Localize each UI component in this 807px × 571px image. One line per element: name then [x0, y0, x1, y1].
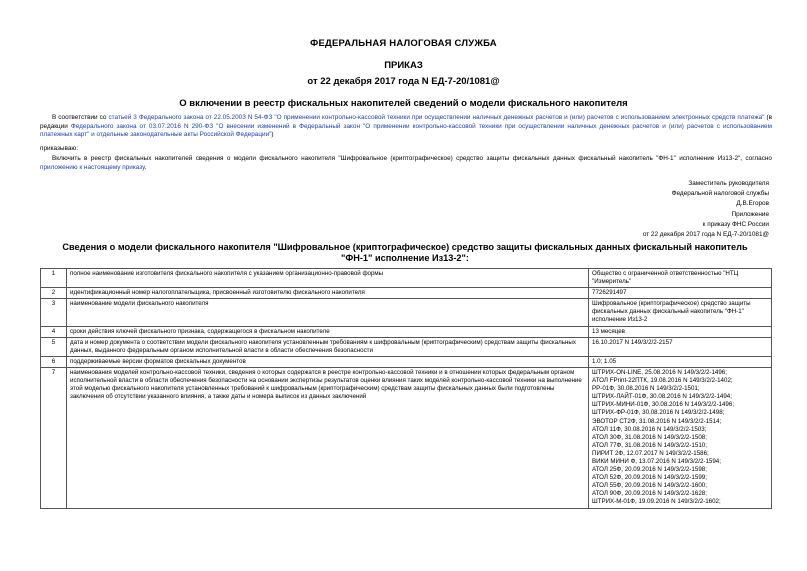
appendix-title: Сведения о модели фискального накопителя "Шифровальное (криптографическое) средство защиты фискальных данных фискальный накопитель "ФН-1" исполнение Из13-2":: [62, 242, 748, 263]
model-info-table: [40, 268, 772, 509]
row-number: 5: [41, 337, 67, 356]
doc-subject: О включении в реестр фискальных накопителей сведений о модели фискального накопителя: [179, 98, 628, 109]
order-text-b: .: [144, 163, 147, 171]
row-number: 6: [41, 356, 67, 367]
row-value: 13 месяцев: [589, 326, 772, 337]
table-row: [41, 299, 772, 326]
law-290fz-link[interactable]: Федерального закона от 03.07.2016 N 290-ФЗ "О внесении изменений в Федеральный закон "О применении контрольно-кассовой техники при осуществлении наличных денежных расчетов и (или) расчетов с использованием платежных карт" и отдельные законодательные акты Российской Федерации": [40, 122, 773, 139]
doc-date-number: от 22 декабря 2017 года N ЕД-7-20/1081@: [307, 76, 500, 87]
table-row: [41, 337, 772, 356]
law-54fz-link[interactable]: статьей 3 Федерального закона от 22.05.2003 N 54-ФЗ "О применении контрольно-кассовой техники при осуществлении наличных денежных расчетов и (или) расчетов с использованием электронных средств платежа": [108, 114, 765, 121]
preamble-text-c: ): [271, 131, 274, 139]
row-number: 1: [41, 269, 67, 288]
table-row: [41, 288, 772, 299]
row-number: 3: [41, 299, 67, 326]
signer-title: Заместитель руководителя: [688, 180, 769, 187]
row-value: ШТРИХ-ON-LINE, 25.08.2016 N 149/3/2/2-1496; АТОЛ FPrint-22ПТК, 19.08.2016 N 149/3/2/2-1402; РР-01Ф, 30.08.2016 N 149/3/2/2-1501; ШТРИХ-ЛАЙТ-01Ф, 30.08.2016 N 149/3/2/2-1494; ШТРИХ-МИНИ-01Ф, 30.08.2016 N 149/3/2/2-1496; ШТРИХ-ФР-01Ф, 30.08.2016 N 149/3/2/2-1498; ЭВОТОР СТ2Ф, 31.08.2016 N 149/3/2/2-1514; АТОЛ 11Ф, 30.08.2016 N 149/3/2/2-1503; АТОЛ 30Ф, 31.08.2016 N 149/3/2/2-1508; АТОЛ 77Ф, 31.08.2016 N 149/3/2/2-1510; ПИРИТ 2Ф, 12.07.2017 N 149/3/2/2-1586; ВИКИ МИНИ Ф, 13.07.2016 N 149/3/2/2-1594; АТОЛ 25Ф, 20.09.2016 N 149/3/2/2-1598; АТОЛ 52Ф, 20.09.2016 N 149/3/2/2-1599; АТОЛ 55Ф, 20.09.2016 N 149/3/2/2-1600; АТОЛ 90Ф, 20.09.2016 N 149/3/2/2-1628; ШТРИХ-М-01Ф, 19.09.2016 N 149/3/2/2-1602;: [589, 367, 772, 508]
row-label: наименование модели фискального накопителя: [67, 299, 589, 326]
row-label: поддерживаемые версии форматов фискальных документов: [67, 356, 589, 367]
agency-heading: ФЕДЕРАЛЬНАЯ НАЛОГОВАЯ СЛУЖБА: [310, 38, 497, 49]
row-value: Шифровальное (криптографическое) средство защиты фискальных данных фискальный накопитель "ФН-1" исполнение Из13-2: [589, 299, 772, 326]
row-number: 7: [41, 367, 67, 508]
row-value: 1.0; 1.05: [589, 356, 772, 367]
row-number: 2: [41, 288, 67, 299]
appendix-label: Приложение: [731, 210, 769, 218]
table-row: [41, 269, 772, 288]
signer-agency: Федеральной налоговой службы: [671, 190, 769, 198]
row-value: Общество с ограниченной ответственностью "НТЦ "Измеритель": [589, 269, 772, 288]
order-word: приказываю:: [40, 145, 78, 152]
row-value: 7726291497: [589, 288, 772, 299]
appendix-order-ref: к приказу ФНС России: [702, 220, 769, 228]
row-value: 16.10.2017 N 149/3/2/2-2157: [589, 337, 772, 356]
row-label: сроки действия ключей фискального признака, содержащегося в фискальном накопителе: [67, 326, 589, 337]
row-label: дата и номер документа о соответствии модели фискального накопителя установленным требованиям к шифровальным (криптографическим) средствам защиты фискальных данных, выданного федеральным органом исполнительной власти в области обеспечения безопасности: [67, 337, 589, 356]
row-label: полное наименование изготовителя фискального накопителя с указанием организационно-правовой формы: [67, 269, 589, 288]
row-label: идентификационный номер налогоплательщика, присвоенный изготовителю фискального накопителя: [67, 288, 589, 299]
table-row: [41, 356, 772, 367]
table-row: [41, 367, 772, 508]
order-paragraph: [40, 155, 772, 172]
signer-name: Д.В.Егоров: [736, 200, 769, 208]
appendix-order-date: от 22 декабря 2017 года N ЕД-7-20/1081@: [642, 231, 769, 239]
appendix-link[interactable]: приложению к настоящему приказу: [40, 163, 145, 171]
order-text-a: Включить в реестр фискальных накопителей сведения о модели фискального накопителя "Шифровальное (криптографическое) средство защиты фискальных данных фискальный накопитель "ФН-1" исполнение Из13-2", согласно: [52, 155, 772, 162]
preamble-paragraph: [40, 114, 772, 140]
preamble-text-b: (в редакции: [40, 114, 772, 130]
row-label: наименования моделей контрольно-кассовой техники, сведения о которых содержатся в реестре контрольно-кассовой техники и в отношении которых федеральным органом исполнительной власти в области обеспечения безопасности на основании экспертизы результатов оценки влияния таких моделей контрольно-кассовой техники на выполнение этой моделью фискального накопителя установленных требований к шифровальным (криптографическим) средствам защиты фискальных данных были подготовлены заключения об отсутствии указанного влияния, а также даты и номера выписок из данных заключений: [67, 367, 589, 508]
signature-block: [643, 179, 769, 240]
preamble-text-a: В соответствии со: [52, 114, 109, 121]
table-row: [41, 326, 772, 337]
row-number: 4: [41, 326, 67, 337]
doc-type-heading: ПРИКАЗ: [384, 60, 423, 71]
